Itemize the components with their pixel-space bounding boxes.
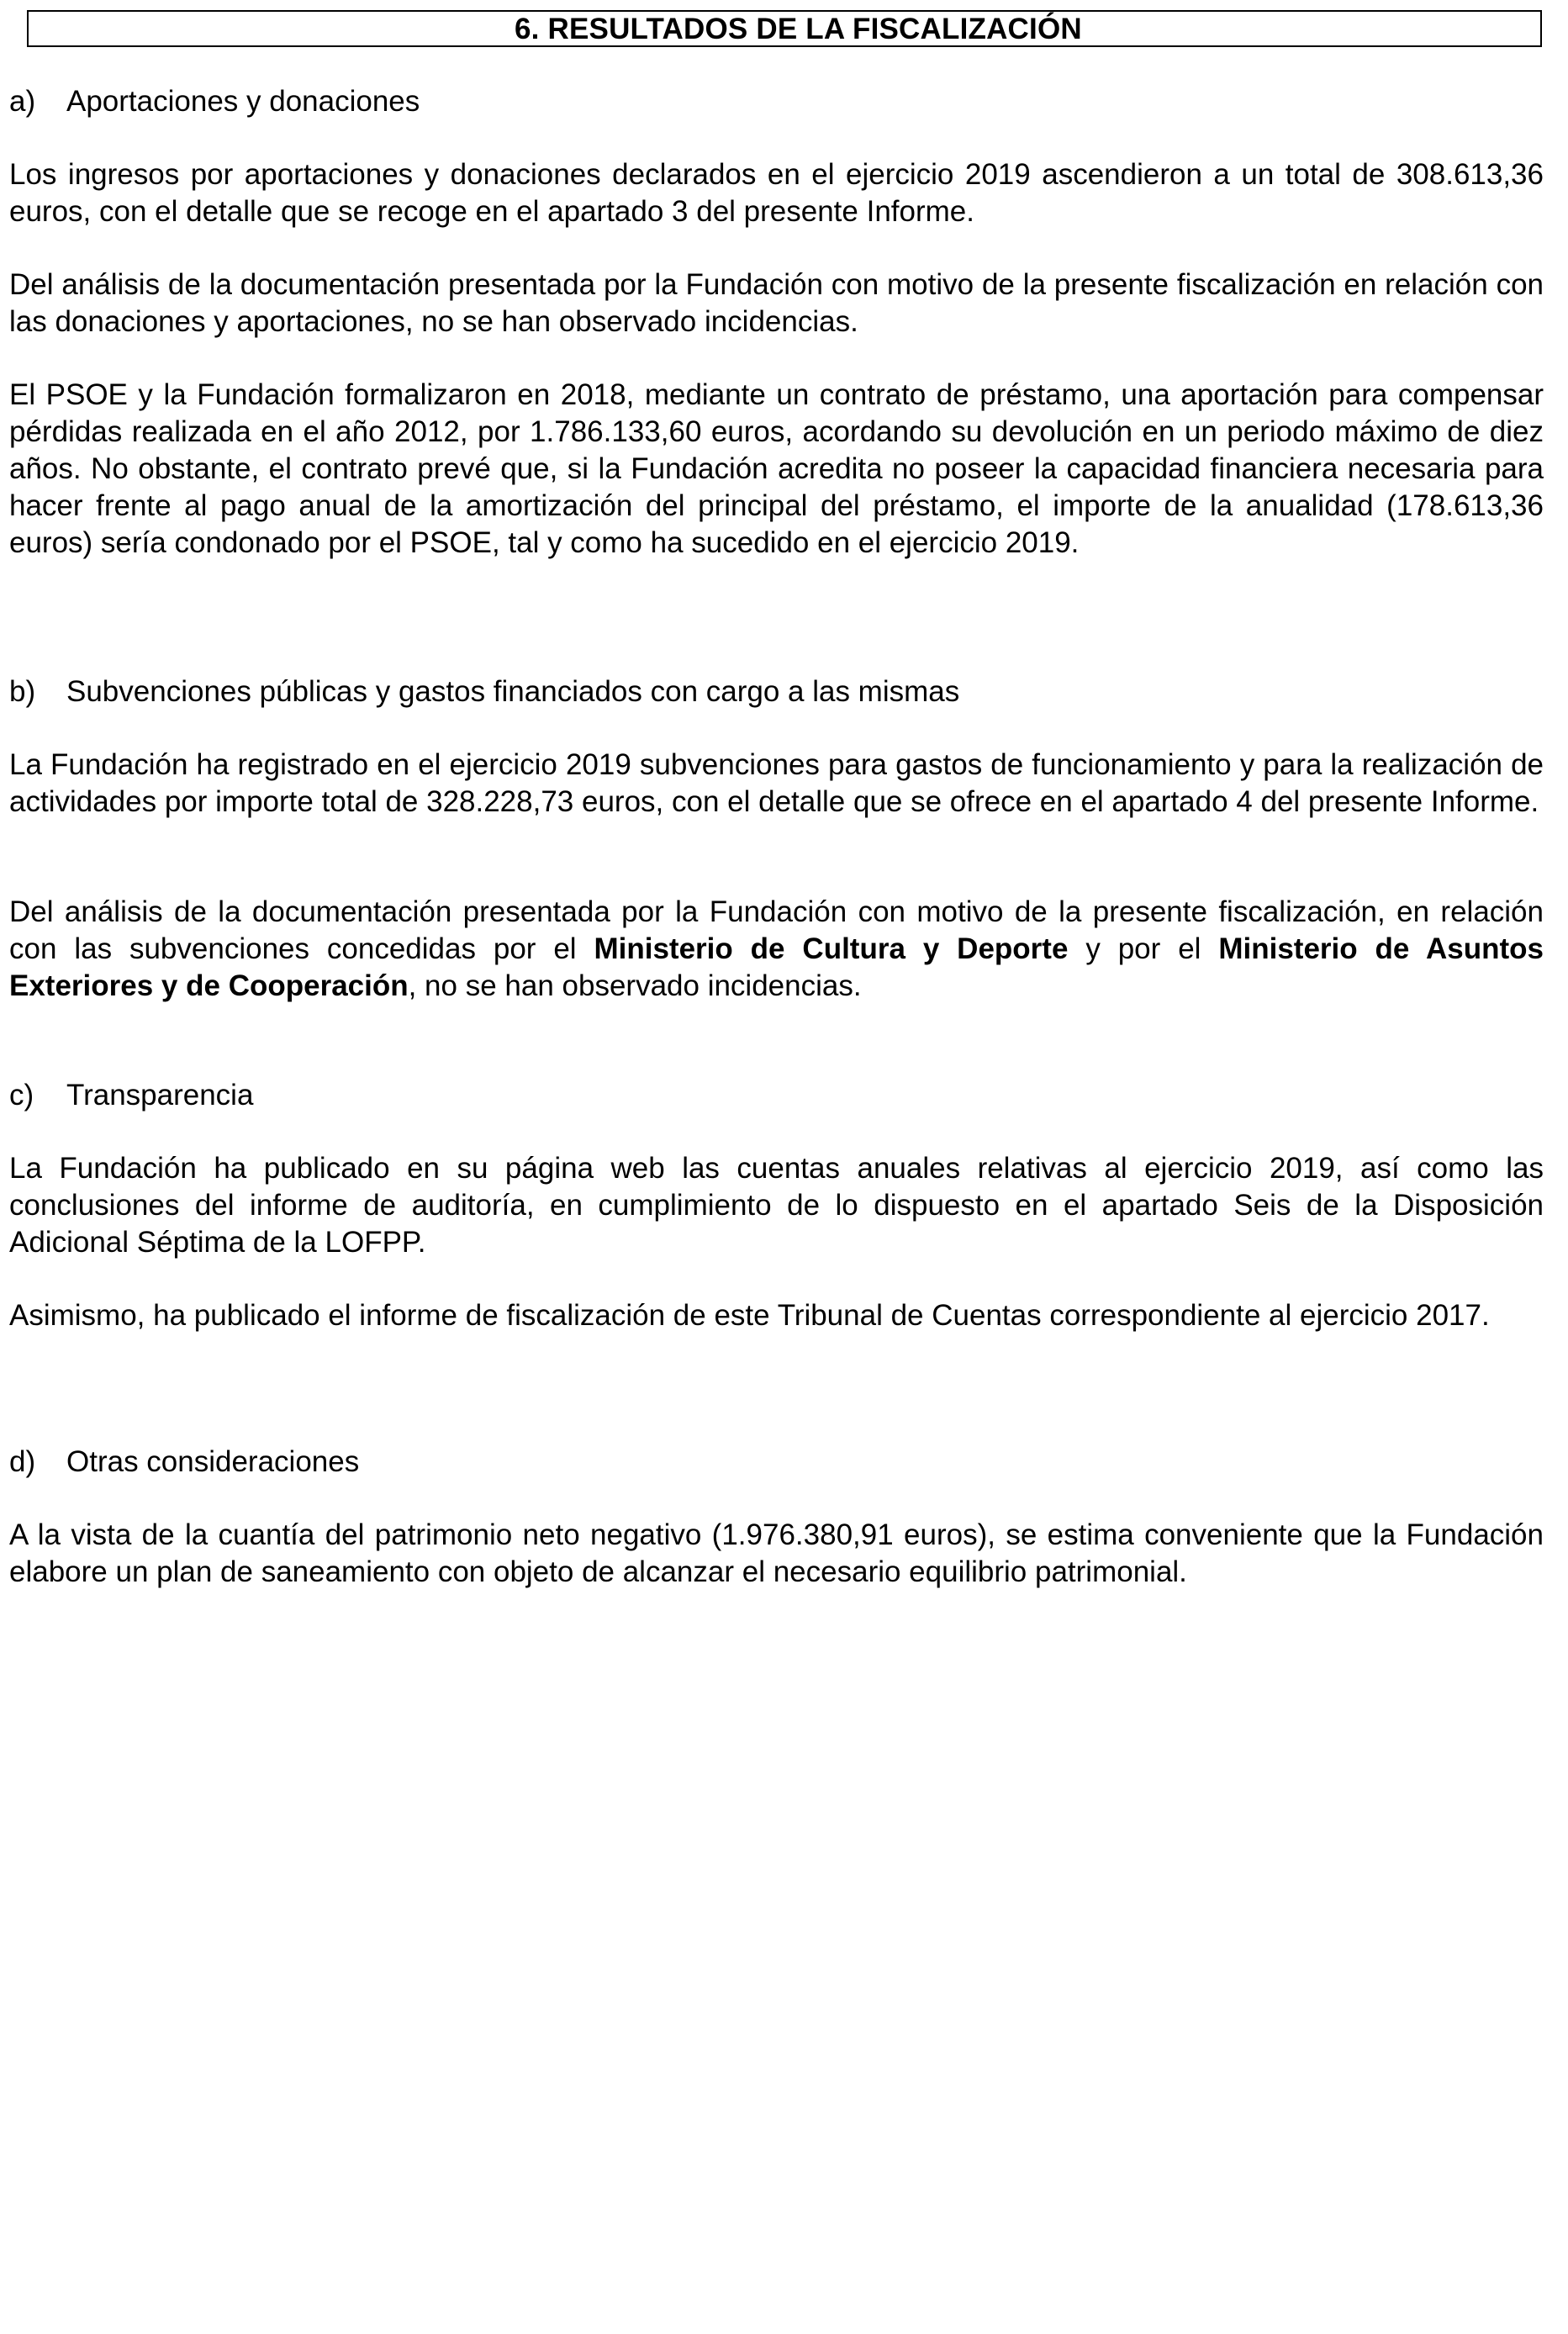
heading-a-letter: a) [9,85,36,118]
heading-a [9,83,420,120]
heading-a-title: Aportaciones y donaciones [66,85,420,118]
ministry-culture-name: Ministerio de Cultura y Deporte [594,932,1069,965]
paragraph-b-2-text-3: , no se han observado incidencias. [408,969,862,1002]
paragraph-b-1: La Fundación ha registrado en el ejercicio 2019 subvenciones para gastos de funcionamiento y para la realización de actividades por importe total de 328.228,73 euros, con el detalle que se ofrece en el apartado 4 del presente Informe. [9,748,1544,818]
paragraph-c-2: Asimismo, ha publicado el informe de fiscalización de este Tribunal de Cuentas correspondiente al ejercicio 2017. [9,1299,1490,1332]
paragraph-b-2-text-1: Del análisis de la documentación presentada por la Fundación con motivo de la presente fiscalización, en relación con las subvenciones concedidas por el [9,895,1544,965]
heading-b-letter: b) [9,675,36,708]
heading-b [9,673,959,710]
paragraph-a-2: Del análisis de la documentación presentada por la Fundación con motivo de la presente fiscalización en relación con las donaciones y aportaciones, no se han observado incidencias. [9,268,1544,338]
ministry-foreign-affairs-name: Ministerio de Asuntos Exteriores y de Cooperación [9,932,1544,1002]
paragraph-b-2 [9,894,1544,1005]
heading-b-title: Subvenciones públicas y gastos financiados con cargo a las mismas [66,675,960,708]
paragraph-a-3: El PSOE y la Fundación formalizaron en 2018, mediante un contrato de préstamo, una aportación para compensar pérdidas realizada en el año 2012, por 1.786.133,60 euros, acordando su devolución en un periodo máximo de diez años. No obstante, el contrato prevé que, si la Fundación acredita no poseer la capacidad financiera necesaria para hacer frente al pago anual de la amortización del principal del préstamo, el importe de la anualidad (178.613,36 euros) sería condonado por el PSOE, tal y como ha sucedido en el ejercicio 2019. [9,378,1544,559]
heading-d-title: Otras consideraciones [66,1445,360,1478]
heading-c [9,1077,253,1114]
section-header-box [27,10,1542,47]
heading-c-letter: c) [9,1079,34,1112]
paragraph-b-2-text-2: y por el [1068,932,1219,965]
paragraph-a-1: Los ingresos por aportaciones y donaciones declarados en el ejercicio 2019 ascendieron a un total de 308.613,36 euros, con el detalle que se recoge en el apartado 3 del presente Informe. [9,158,1544,228]
section-header-title: 6. RESULTADOS DE LA FISCALIZACIÓN [515,13,1082,45]
paragraph-d-1: A la vista de la cuantía del patrimonio neto negativo (1.976.380,91 euros), se estima conveniente que la Fundación elabore un plan de saneamiento con objeto de alcanzar el necesario equilibrio patrimonial. [9,1518,1544,1588]
heading-c-title: Transparencia [66,1079,254,1112]
paragraph-c-1: La Fundación ha publicado en su página web las cuentas anuales relativas al ejercicio 2019, así como las conclusiones del informe de auditoría, en cumplimiento de lo dispuesto en el apartado Seis de la Disposición Adicional Séptima de la LOFPP. [9,1152,1544,1259]
heading-d-letter: d) [9,1445,36,1478]
heading-d [9,1444,359,1481]
